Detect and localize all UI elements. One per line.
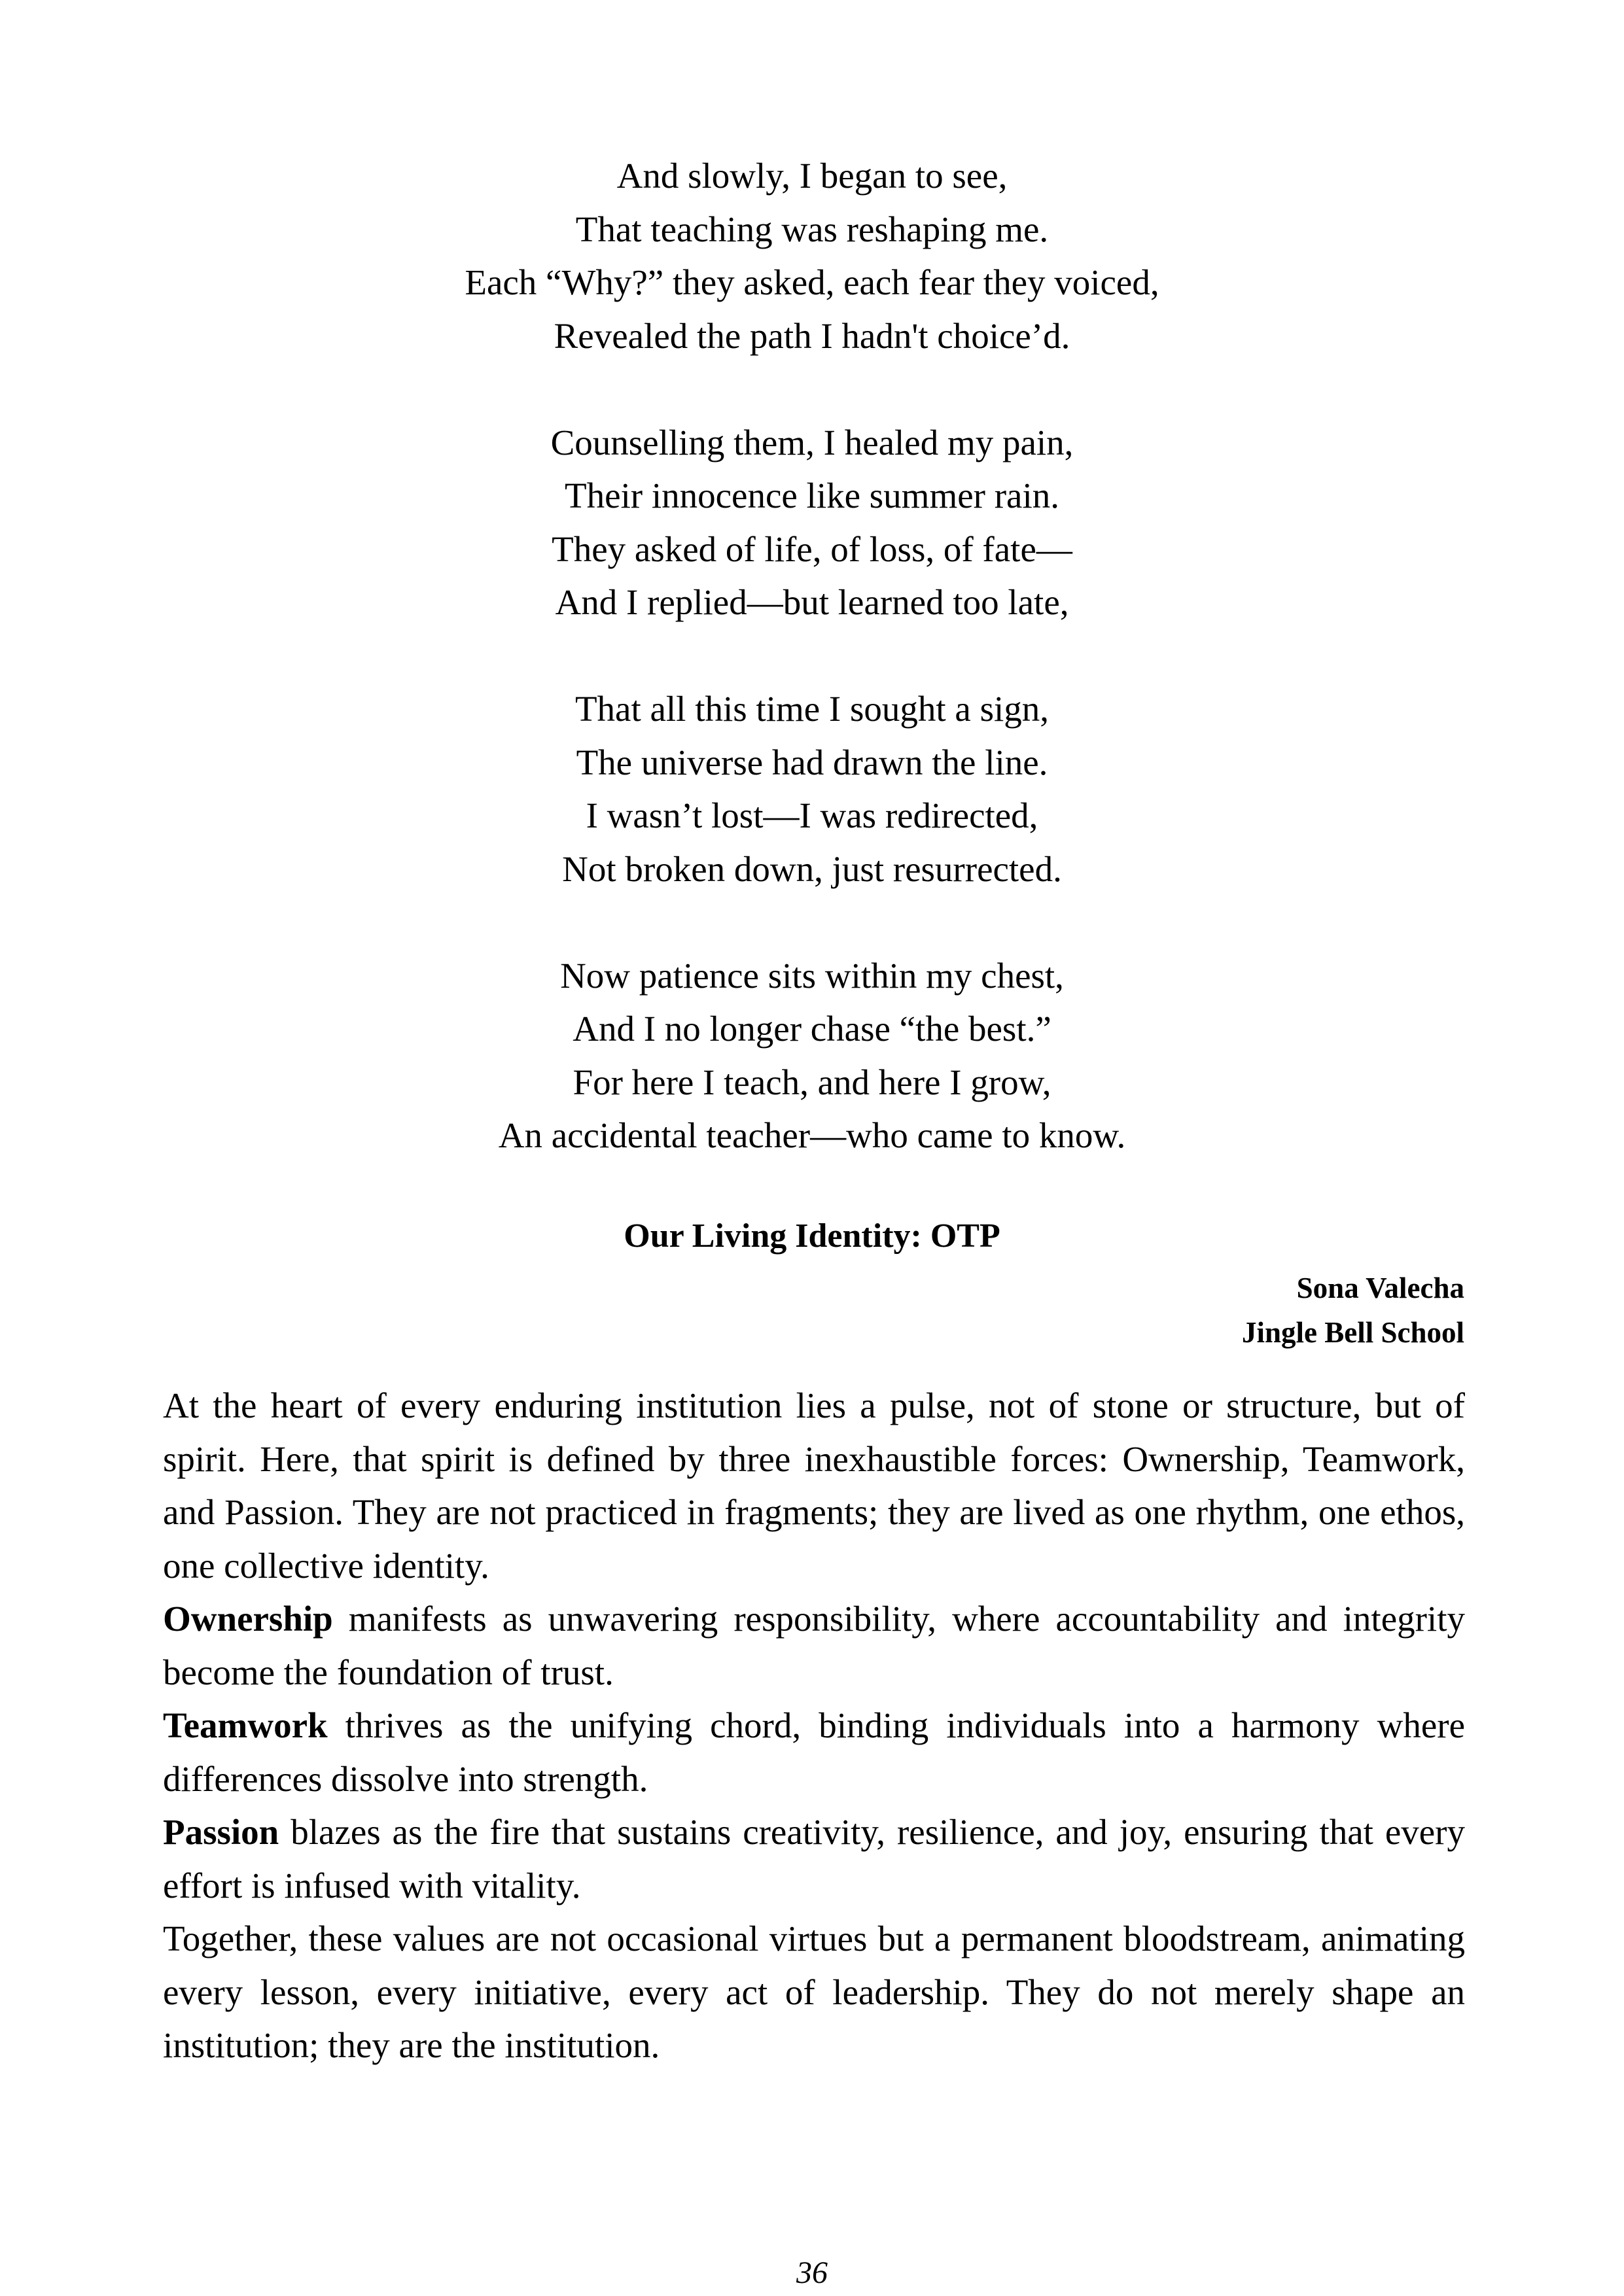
poem-line: Not broken down, just resurrected. [562, 848, 1062, 889]
article-body [163, 1379, 1465, 2072]
poem-stanza [0, 149, 1624, 362]
value-paragraph-ownership [163, 1592, 1465, 1699]
poem-line: And slowly, I began to see, [616, 156, 1008, 196]
page-number: 36 [796, 2255, 828, 2290]
value-term: Passion [163, 1812, 279, 1852]
poem-line: That teaching was reshaping me. [575, 209, 1049, 249]
value-paragraph-teamwork [163, 1699, 1465, 1805]
intro-paragraph: At the heart of every enduring institution lies a pulse, not of stone or structure, but of spirit. Here, that spirit is defined by three inexhaustible forces: Ownership, Teamwork, and Passion. They are not practiced in fragments; they are lived as one rhythm, one ethos, one collective identity. [163, 1385, 1465, 1586]
poem-line: For here I teach, and here I grow, [573, 1062, 1051, 1102]
poem-line: Counselling them, I healed my pain, [550, 422, 1074, 462]
byline [1242, 1266, 1464, 1355]
poem-stanza [0, 949, 1624, 1162]
poem-line: Each “Why?” they asked, each fear they voiced, [465, 262, 1159, 302]
poem-line: Their innocence like summer rain. [565, 476, 1059, 515]
poem-line: They asked of life, of loss, of fate— [552, 529, 1072, 569]
poem-line: An accidental teacher—who came to know. [498, 1115, 1126, 1155]
value-text: blazes as the fire that sustains creativity, resilience, and joy, ensuring that every effort is infused with vitality. [163, 1812, 1465, 1905]
poem-line: That all this time I sought a sign, [574, 689, 1050, 729]
poem-stanza [0, 682, 1624, 896]
value-text: manifests as unwavering responsibility, where accountability and integrity become the foundation of trust. [163, 1599, 1465, 1692]
author-name: Sona Valecha [1296, 1272, 1464, 1304]
value-text: thrives as the unifying chord, binding individuals into a harmony where differences dissolve into strength. [163, 1705, 1465, 1799]
value-term: Teamwork [163, 1705, 328, 1745]
poem-line: And I replied—but learned too late, [555, 582, 1069, 622]
poem-line: I wasn’t lost—I was redirected, [586, 795, 1038, 835]
poem-line: And I no longer chase “the best.” [573, 1009, 1051, 1049]
poem-line: The universe had drawn the line. [576, 742, 1048, 782]
conclusion-paragraph: Together, these values are not occasional virtues but a permanent bloodstream, animating every lesson, every initiative, every act of leadership. They do not merely shape an institution; they are the institution. [163, 1919, 1465, 2065]
value-paragraph-passion [163, 1805, 1465, 1912]
value-term: Ownership [163, 1599, 333, 1639]
article-title: Our Living Identity: OTP [624, 1217, 1000, 1255]
author-school: Jingle Bell School [1241, 1316, 1464, 1349]
poem-line: Now patience sits within my chest, [560, 955, 1064, 996]
poem-stanza [0, 416, 1624, 629]
poem [0, 149, 1624, 1162]
poem-line: Revealed the path I hadn't choice’d. [554, 315, 1070, 356]
